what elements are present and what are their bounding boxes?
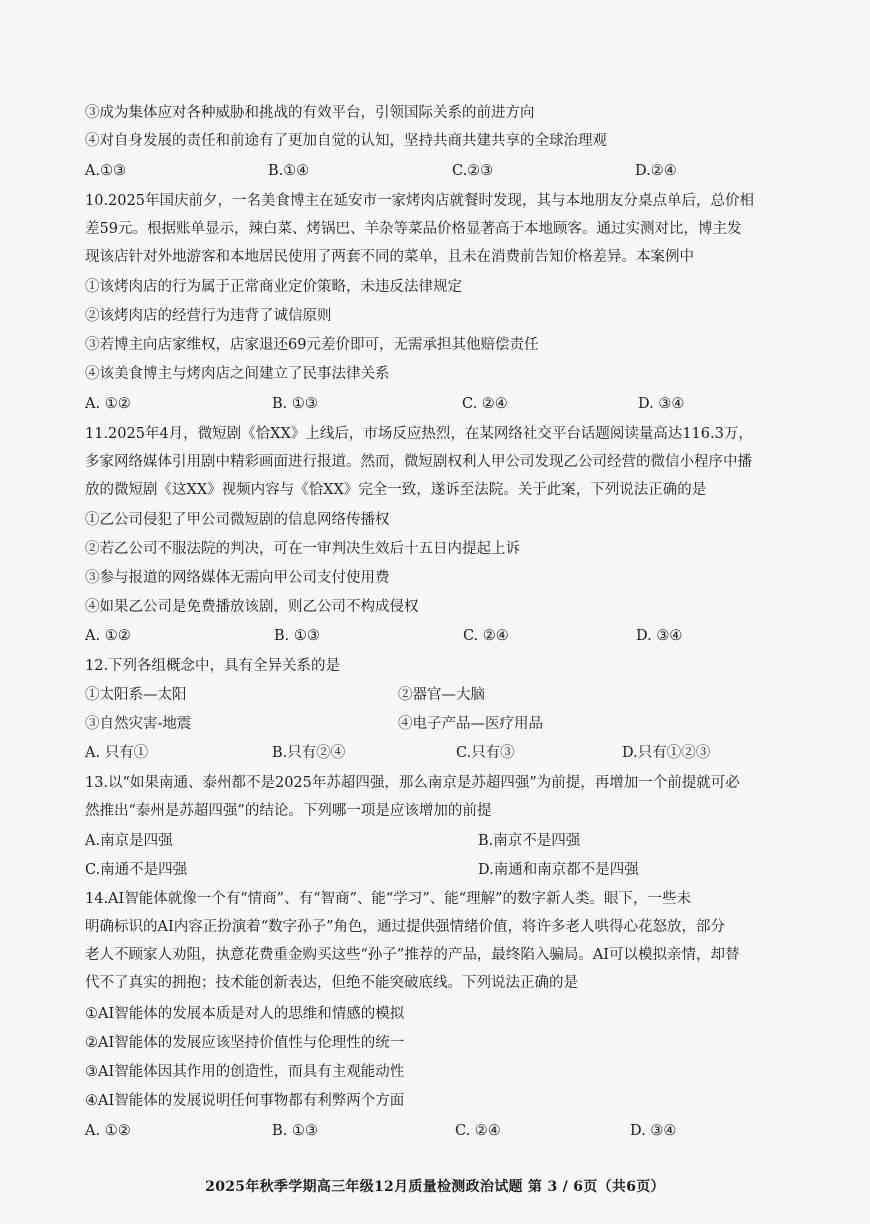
q14-option-d: D. ③④ [630,1123,677,1139]
q10-item-3: ③若博主向店家维权，店家退还69元差价即可，无需承担其他赔偿责任 [85,337,539,353]
q10-stem-line-2: 差59元。根据账单显示，辣白菜、烤锅巴、羊杂等菜品价格显著高于本地顾客。通过实测对比，博主发 [85,221,742,237]
q12-option-c: C.只有③ [456,745,515,761]
q10-item-1: ①该烤肉店的行为属于正常商业定价策略，未违反法律规定 [85,279,462,295]
q11-option-d: D. ③④ [636,628,683,644]
q10-option-d: D. ③④ [638,396,685,412]
q12-item-4: ④电子产品—医疗用品 [398,716,543,732]
q12-item-1: ①太阳系—太阳 [85,687,187,703]
q10-stem-line-3: 现该店针对外地游客和本地居民使用了两套不同的菜单，且未在消费前告知价格差异。本案例中 [85,249,694,265]
q12-option-d: D.只有①②③ [622,745,711,761]
q12-option-a: A. 只有① [85,745,149,761]
q14-option-c: C. ②④ [455,1123,501,1139]
q14-item-3: ③AI智能体因其作用的创造性，而具有主观能动性 [85,1064,405,1080]
q11-option-b: B. ①③ [274,628,320,644]
q9-item-4: ④对自身发展的责任和前途有了更加自觉的认知，坚持共商共建共享的全球治理观 [85,133,607,149]
q9-item-3: ③成为集体应对各种威胁和挑战的有效平台，引领国际关系的前进方向 [85,105,535,121]
q10-option-a: A. ①② [85,396,131,412]
q10-option-c: C. ②④ [462,396,508,412]
q13-option-d: D.南通和南京都不是四强 [478,862,639,878]
q9-option-d: D.②④ [635,163,677,179]
q11-item-2: ②若乙公司不服法院的判决，可在一审判决生效后十五日内提起上诉 [85,541,520,557]
page-footer: 2025年秋季学期高三年级12月质量检测政治试题 第 3 / 6页（共6页） [205,1179,665,1195]
q13-option-a: A.南京是四强 [85,833,173,849]
q12-item-3: ③自然灾害-地震 [85,716,192,732]
q10-item-4: ④该美食博主与烤肉店之间建立了民事法律关系 [85,366,390,382]
q9-option-b: B.①④ [268,163,310,179]
q13-stem-line-2: 然推出“泰州是苏超四强”的结论。下列哪一项是应该增加的前提 [85,803,492,819]
q9-option-c: C.②③ [452,163,494,179]
q14-stem-line-4: 代不了真实的拥抱；技术能创新表达，但绝不能突破底线。下列说法正确的是 [85,975,578,991]
q10-option-b: B. ①③ [272,396,318,412]
q14-stem-line-2: 明确标识的AI内容正扮演着“数字孙子”角色，通过提供强情绪价值，将许多老人哄得心花怒放，部分 [85,919,726,935]
q11-option-c: C. ②④ [463,628,509,644]
q10-item-2: ②该烤肉店的经营行为违背了诚信原则 [85,308,332,324]
q11-stem-line-3: 放的微短剧《这XX》视频内容与《恰XX》完全一致，遂诉至法院。关于此案，下列说法正确的是 [85,482,707,498]
q11-option-a: A. ①② [85,628,131,644]
q12-option-b: B.只有②④ [272,745,346,761]
q14-stem-line-1: 14.AI智能体就像一个有“情商”、有“智商”、能“学习”、能“理解”的数字新人类。眼下，一些未 [85,891,692,907]
q14-item-1: ①AI智能体的发展本质是对人的思维和情感的模拟 [85,1006,405,1022]
q11-item-4: ④如果乙公司是免费播放该剧，则乙公司不构成侵权 [85,599,419,615]
q12-stem: 12.下列各组概念中，具有全异关系的是 [85,658,341,674]
q13-option-b: B.南京不是四强 [478,833,581,849]
q9-option-a: A.①③ [85,163,127,179]
q11-item-3: ③参与报道的网络媒体无需向甲公司支付使用费 [85,570,390,586]
q14-stem-line-3: 老人不顾家人劝阻，执意花费重金购买这些“孙子”推荐的产品，最终陷入骗局。AI可以模拟亲情，却替 [85,947,740,963]
q12-item-2: ②器官—大脑 [398,687,485,703]
q11-stem-line-1: 11.2025年4月，微短剧《恰XX》上线后，市场反应热烈，在某网络社交平台话题阅读量高达116.3万， [85,426,753,442]
q10-stem-line-1: 10.2025年国庆前夕，一名美食博主在延安市一家烤肉店就餐时发现，其与本地朋友分桌点单后，总价相 [85,193,754,209]
q11-stem-line-2: 多家网络媒体引用剧中精彩画面进行报道。然而，微短剧权利人甲公司发现乙公司经营的微信小程序中播 [85,454,752,470]
q11-item-1: ①乙公司侵犯了甲公司微短剧的信息网络传播权 [85,512,390,528]
q13-option-c: C.南通不是四强 [85,862,188,878]
q13-stem-line-1: 13.以“如果南通、泰州都不是2025年苏超四强，那么南京是苏超四强”为前提，再增加一个前提就可必 [85,775,740,791]
q14-option-a: A. ①② [85,1123,131,1139]
q14-item-2: ②AI智能体的发展应该坚持价值性与伦理性的统一 [85,1035,405,1051]
q14-item-4: ④AI智能体的发展说明任何事物都有利弊两个方面 [85,1093,405,1109]
q14-option-b: B. ①③ [272,1123,318,1139]
